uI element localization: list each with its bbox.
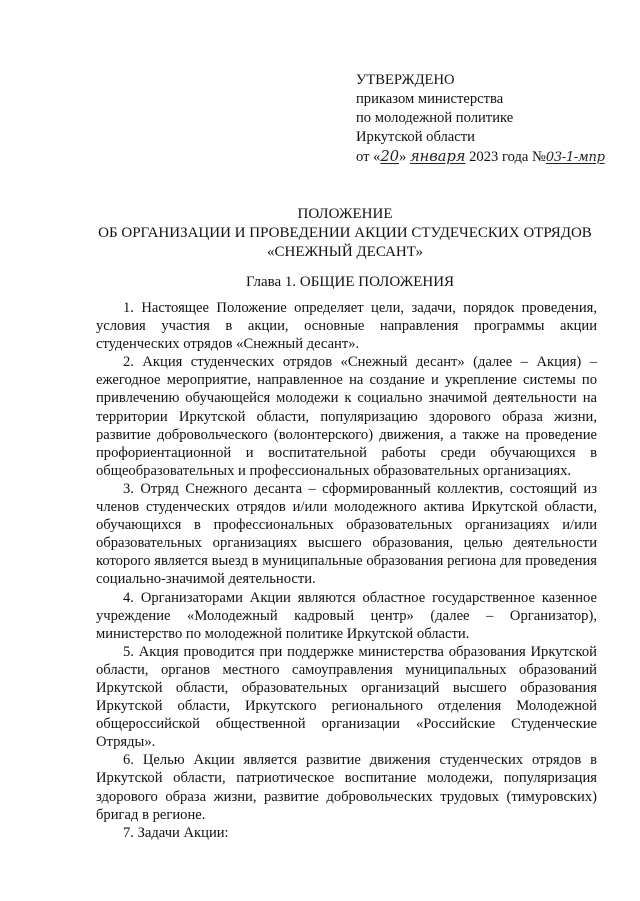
chapter-heading: Глава 1. ОБЩИЕ ПОЛОЖЕНИЯ: [245, 274, 455, 290]
handwritten-month: января: [409, 148, 466, 165]
paragraph-5: 5. Акция проводится при поддержке министерства образования Иркутской области, органов местного самоуправления муниципальных образований Иркутской области, образовательных организаций высшего образования Иркутской области, Иркутского регионального отделения Молодежной общероссийской общественной организации «Российские Студенческие Отряды».: [96, 643, 597, 751]
title-line-1: ПОЛОЖЕНИЕ: [297, 206, 393, 222]
document-body: [96, 299, 597, 842]
paragraph-4: 4. Организаторами Акции являются областное государственное казенное учреждение «Молодежный кадровый центр» (далее – Организатор), министерство по молодежной политике Иркутской области.: [96, 589, 597, 642]
date-quote-close: »: [399, 149, 407, 165]
approval-region-line: Иркутской области: [356, 129, 475, 145]
document-title: [80, 205, 610, 262]
approval-order-line: приказом министерства: [356, 91, 504, 107]
handwritten-order-number: 03-1-мпр: [545, 150, 605, 165]
handwritten-day: 20: [380, 148, 400, 165]
date-year-text: 2023 года №: [469, 149, 546, 165]
paragraph-7: 7. Задачи Акции:: [123, 824, 229, 841]
title-line-3: «СНЕЖНЫЙ ДЕСАНТ»: [266, 244, 424, 260]
date-prefix: от «: [356, 149, 381, 165]
paragraph-6: 6. Целью Акции является развитие движения студенческих отрядов в Иркутской области, патриотическое воспитание молодежи, популяризация здорового образа жизни, развитие добровольческих трудовых (тимуровских) бригад в регионе.: [96, 752, 597, 823]
paragraph-3: 3. Отряд Снежного десанта – сформированный коллектив, состоящий из членов студенческих отрядов и/или молодежного актива Иркутской области, обучающихся в профессиональных образовательных организациях и/или образовательных организациях высшего образования, целью деятельности которого является выезд в муниципальные образования региона для проведения социально-значимой деятельности.: [96, 480, 597, 588]
approval-heading: УТВЕРЖДЕНО: [356, 72, 455, 88]
title-line-2: ОБ ОРГАНИЗАЦИИ И ПРОВЕДЕНИИ АКЦИИ СТУДЕЧЕСКИХ ОТРЯДОВ: [98, 225, 592, 241]
paragraph-1: 1. Настоящее Положение определяет цели, задачи, порядок проведения, условия участия в акции, основные направления программы акции студенческих отрядов «Снежный десант».: [96, 300, 597, 353]
approval-stamp: [356, 71, 626, 167]
approval-date-line: [356, 147, 626, 167]
paragraph-2: 2. Акция студенческих отрядов «Снежный десант» (далее – Акция) – ежегодное мероприятие, направленное на создание и укрепление системы по привлечению обучающейся молодежи к социально значимой деятельности на территории Иркутской области, популяризацию здорового образа жизни, развитие добровольческого (волонтерского) движения, а также на проведение профориентационной и воспитательной работы среди обучающихся в общеобразовательных и профессиональных образовательных организациях.: [96, 354, 597, 479]
approval-ministry-line: по молодежной политике: [356, 110, 514, 126]
